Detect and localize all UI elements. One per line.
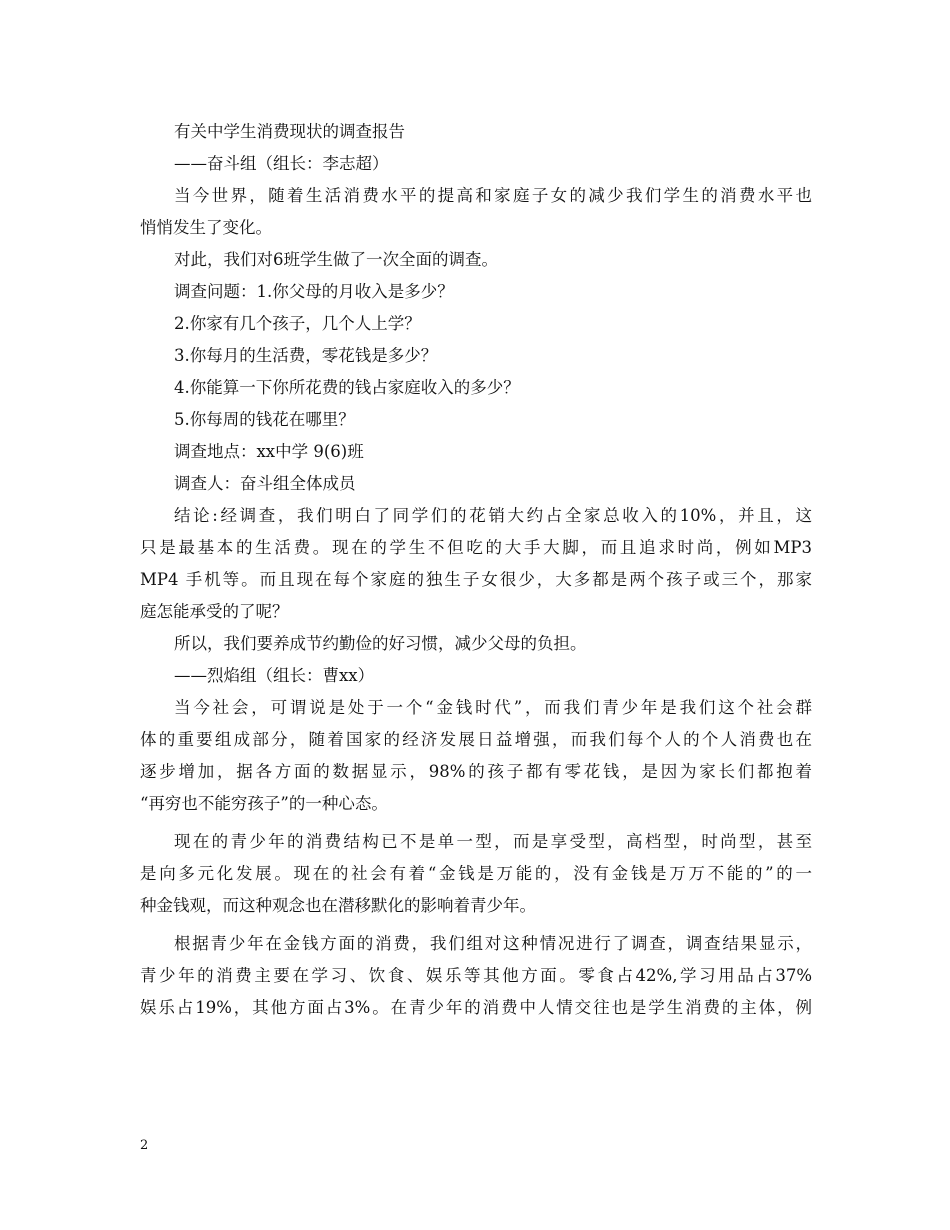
survey-question-line: 2.你家有几个孩子，几个人上学？ [174,314,421,333]
paragraph-line: 逐步增加，据各方面的数据显示，98%的孩子都有零花钱，是因为家长们都抱着 [140,762,812,781]
group-heading-fendou: ——奋斗组（组长：李志超） [174,154,389,173]
survey-question-line: 调查问题：1.你父母的月收入是多少？ [174,282,454,301]
page-number: 2 [140,1138,149,1153]
paragraph-line: 现在的青少年的消费结构已不是单一型，而是享受型，高档型，时尚型，甚至 [174,832,812,851]
paragraph-line: 对此，我们对6班学生做了一次全面的调查。 [174,250,498,269]
paragraph-line: 只是最基本的生活费。现在的学生不但吃的大手大脚，而且追求时尚，例如MP3 [140,538,812,557]
paragraph-line: 结论:经调查，我们明白了同学们的花销大约占全家总收入的10%，并且，这 [174,506,812,525]
paragraph-line: 种金钱观，而这种观念也在潜移默化的影响着青少年。 [140,896,536,915]
report-title: 有关中学生消费现状的调查报告 [174,122,405,141]
paragraph-line: 所以，我们要养成节约勤俭的好习惯，减少父母的负担。 [174,634,587,653]
group-heading-lieyan: ——烈焰组（组长：曹xx） [174,666,375,685]
paragraph-line: 悄悄发生了变化。 [140,218,272,237]
paragraph-line: 当今社会，可谓说是处于一个“金钱时代”，而我们青少年是我们这个社会群 [174,698,812,717]
paragraph-line: 体的重要组成部分，随着国家的经济发展日益增强，而我们每个人的个人消费也在 [140,730,812,749]
survey-question-line: 5.你每周的钱花在哪里？ [174,410,355,429]
paragraph-line: 是向多元化发展。现在的社会有着“金钱是万能的，没有金钱是万万不能的”的一 [140,864,812,883]
paragraph-line: 娱乐占19%，其他方面占3%。在青少年的消费中人情交往也是学生消费的主体，例 [140,998,812,1017]
paragraph-line: 当今世界，随着生活消费水平的提高和家庭子女的减少我们学生的消费水平也 [174,186,812,205]
paragraph-line: 青少年的消费主要在学习、饮食、娱乐等其他方面。零食占42%,学习用品占37% [140,966,812,985]
document-body [140,116,812,1024]
survey-question-line: 3.你每月的生活费，零花钱是多少？ [174,346,438,365]
survey-location: 调查地点：xx中学 9(6)班 [174,442,364,461]
paragraph-line: “再穷也不能穷孩子”的一种心态。 [140,794,388,813]
survey-question-line: 4.你能算一下你所花费的钱占家庭收入的多少？ [174,378,520,397]
paragraph-line: 根据青少年在金钱方面的消费，我们组对这种情况进行了调查，调查结果显示， [174,934,812,953]
survey-members: 调查人：奋斗组全体成员 [174,474,356,493]
paragraph-line: 庭怎能承受的了呢？ [140,602,289,621]
paragraph-line: MP4 手机等。而且现在每个家庭的独生子女很少，大多都是两个孩子或三个，那家 [140,570,812,589]
